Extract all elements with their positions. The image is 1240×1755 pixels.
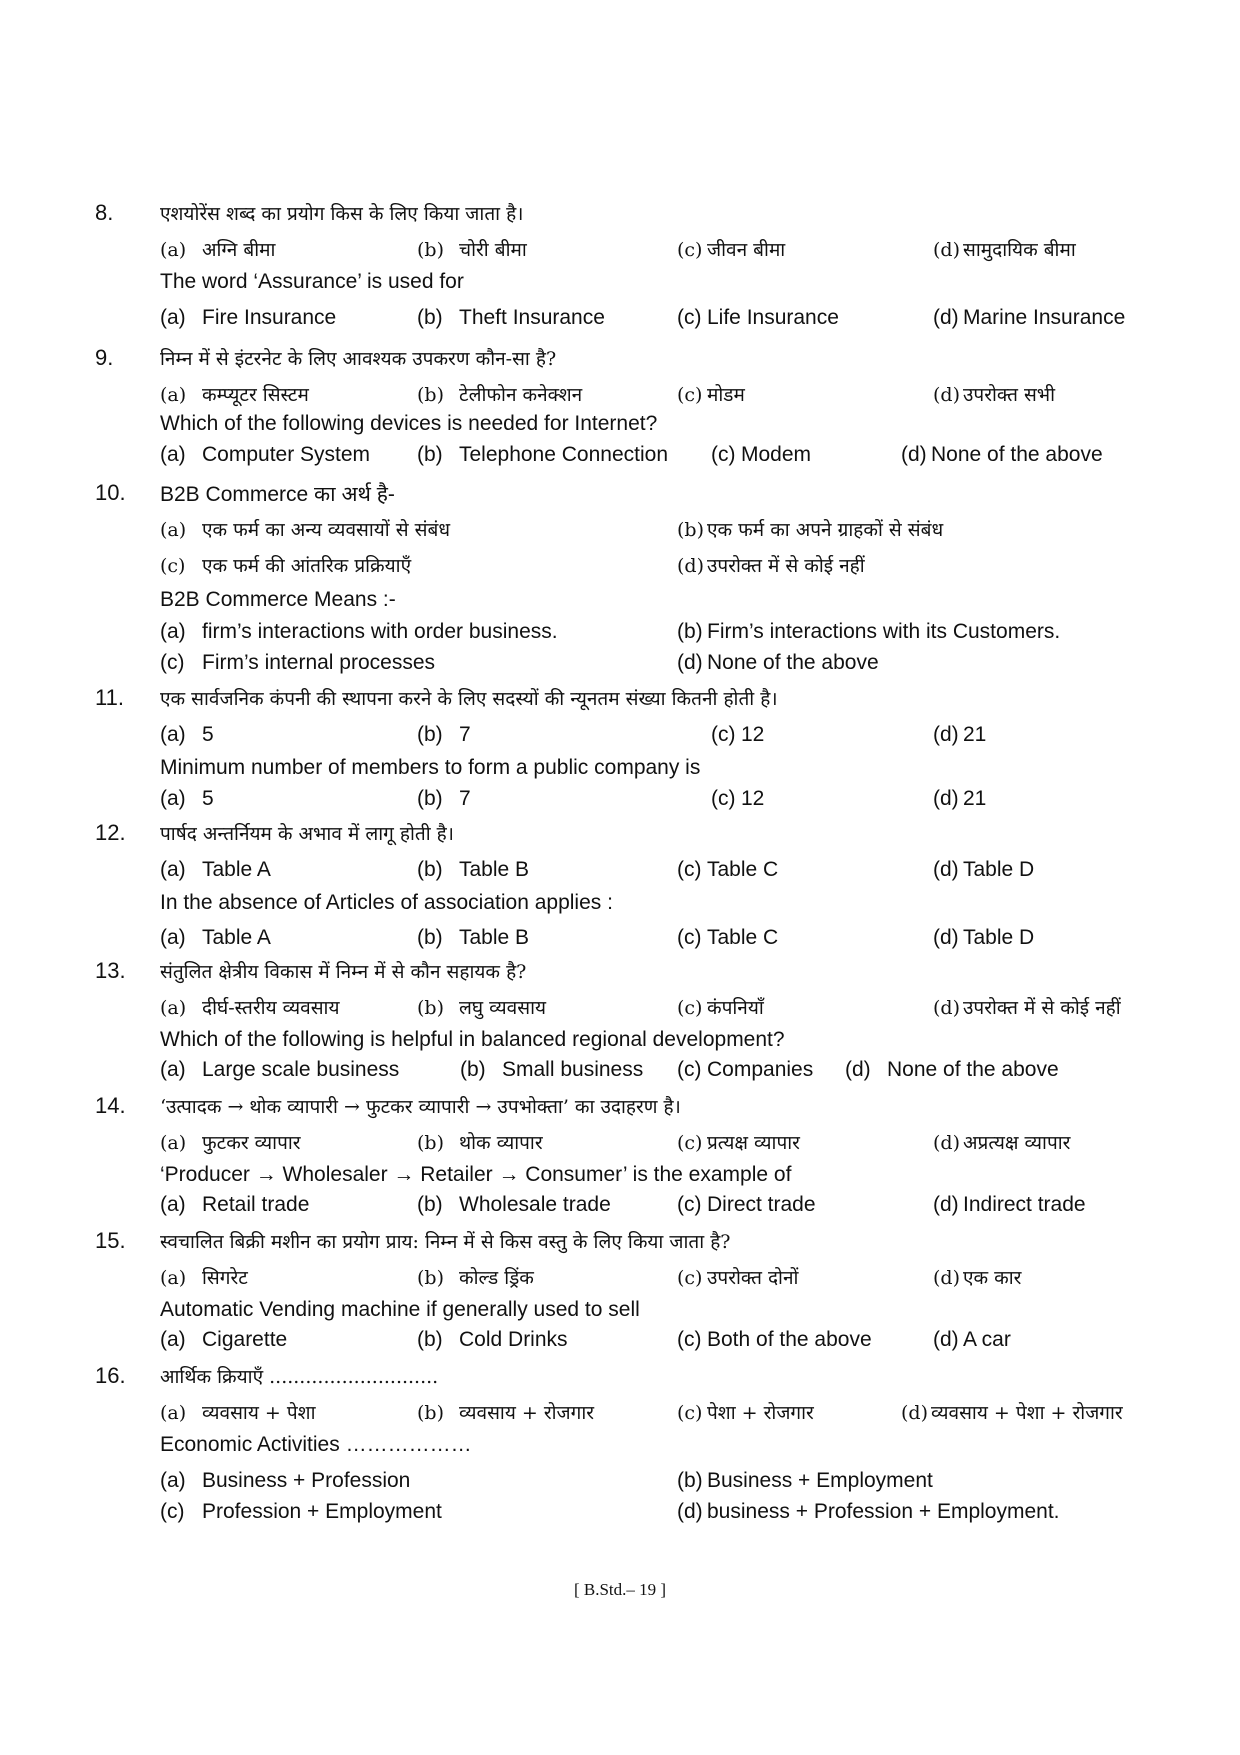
option-b-hindi: (b) एक फर्म का अपने ग्राहकों से संबंध	[677, 519, 944, 541]
option-c-hindi: (c) Table C	[677, 858, 779, 881]
option-d-english: (d) None of the above	[901, 443, 1103, 466]
option-a-hindi: (a) दीर्घ-स्तरीय व्यवसाय	[160, 997, 340, 1019]
question-number: 15.	[95, 1228, 126, 1253]
option-b-hindi: (b) टेलीफोन कनेक्शन	[417, 384, 583, 406]
option-d-hindi: (d) Table D	[933, 858, 1035, 881]
option-b-english: (b) Firm’s interactions with its Customers.	[677, 620, 1061, 643]
option-b-english: (b) 7	[417, 787, 471, 810]
option-b-hindi: (b) चोरी बीमा	[417, 239, 527, 261]
option-d-hindi: (d) व्यवसाय + पेशा + रोजगार	[901, 1402, 1123, 1424]
option-b-english: (b) Theft Insurance	[417, 306, 605, 329]
question-text-hindi: एशयोरेंस शब्द का प्रयोग किस के लिए किया जाता है।	[160, 203, 524, 225]
page-footer: [ B.Std.– 19 ]	[573, 1580, 667, 1599]
option-b-english: (b) Cold Drinks	[417, 1328, 568, 1351]
question-number: 9.	[95, 345, 114, 370]
question-text-hindi: पार्षद अन्तर्नियम के अभाव में लागू होती है।	[160, 823, 454, 845]
option-b-hindi: (b) 7	[417, 723, 471, 746]
question-text-hindi: ‘उत्पादक → थोक व्यापारी → फुटकर व्यापारी → उपभोक्ता’ का उदाहरण है।	[160, 1096, 681, 1118]
option-c-english: (c) Profession + Employment	[160, 1500, 442, 1523]
option-c-hindi: (c) कंपनियाँ	[677, 997, 764, 1019]
option-a-english: (a) Retail trade	[160, 1193, 310, 1216]
option-b-hindi: (b) लघु व्यवसाय	[417, 997, 547, 1019]
question-text-english: Automatic Vending machine if generally used to sell	[160, 1298, 640, 1321]
question-number: 8.	[95, 200, 114, 225]
option-a-english: (a) Table A	[160, 926, 271, 949]
option-b-english: (b) Telephone Connection	[417, 443, 668, 466]
question-number: 11.	[95, 685, 124, 710]
option-d-hindi: (d) अप्रत्यक्ष व्यापार	[933, 1132, 1071, 1154]
option-b-english: (b) Wholesale trade	[417, 1193, 611, 1216]
question-text-hindi: स्वचालित बिक्री मशीन का प्रयोग प्राय: निम्न में से किस वस्तु के लिए किया जाता है?	[160, 1231, 731, 1253]
question-text-english: In the absence of Articles of association applies :	[160, 891, 613, 914]
option-c-english: (c) Companies	[677, 1058, 814, 1081]
option-a-hindi: (a) अग्नि बीमा	[160, 239, 276, 261]
question-number: 16.	[95, 1363, 126, 1388]
option-d-hindi: (d) सामुदायिक बीमा	[933, 239, 1076, 261]
option-a-hindi: (a) फुटकर व्यापार	[160, 1132, 301, 1154]
option-c-hindi: (c) एक फर्म की आंतरिक प्रक्रियाएँ	[160, 555, 412, 577]
question-text-hindi: संतुलित क्षेत्रीय विकास में निम्न में से कौन सहायक है?	[160, 961, 527, 983]
question-text-english: Economic Activities ………………	[160, 1433, 472, 1456]
option-b-english: (b) Business + Employment	[677, 1469, 933, 1492]
option-a-english: (a) firm’s interactions with order business.	[160, 620, 558, 643]
question-text-english: ‘Producer → Wholesaler → Retailer → Consumer’ is the example of	[160, 1163, 792, 1186]
option-c-english: (c) Both of the above	[677, 1328, 872, 1351]
option-c-hindi: (c) 12	[711, 723, 765, 746]
option-c-english: (c) Life Insurance	[677, 306, 839, 329]
option-b-hindi: (b) व्यवसाय + रोजगार	[417, 1402, 595, 1424]
question-text-hindi: निम्न में से इंटरनेट के लिए आवश्यक उपकरण कौन-सा है?	[160, 348, 557, 370]
option-a-hindi: (a) एक फर्म का अन्य व्यवसायों से संबंध	[160, 519, 451, 541]
question-text-hindi: एक सार्वजनिक कंपनी की स्थापना करने के लिए सदस्यों की न्यूनतम संख्या कितनी होती है।	[160, 688, 778, 710]
option-a-english: (a) Cigarette	[160, 1328, 288, 1351]
option-d-hindi: (d) उपरोक्त सभी	[933, 384, 1056, 406]
option-c-english: (c) 12	[711, 787, 765, 810]
option-d-english: (d) Indirect trade	[933, 1193, 1086, 1216]
option-c-hindi: (c) उपरोक्त दोनों	[677, 1267, 799, 1289]
option-d-english: (d) Table D	[933, 926, 1035, 949]
option-d-hindi: (d) 21	[933, 723, 987, 746]
question-text-english: B2B Commerce Means :-	[160, 588, 396, 611]
option-b-english: (b) Small business	[460, 1058, 644, 1081]
option-c-hindi: (c) पेशा + रोजगार	[677, 1402, 814, 1424]
option-a-english: (a) Computer System	[160, 443, 371, 466]
question-text-english: The word ‘Assurance’ is used for	[160, 270, 464, 293]
option-a-hindi: (a) 5	[160, 723, 214, 746]
option-a-hindi: (a) सिगरेट	[160, 1267, 248, 1289]
option-a-hindi: (a) व्यवसाय + पेशा	[160, 1402, 316, 1424]
option-a-english: (a) 5	[160, 787, 214, 810]
option-d-hindi: (d) उपरोक्त में से कोई नहीं	[933, 997, 1121, 1019]
option-d-english: (d) None of the above	[845, 1058, 1059, 1081]
option-d-english: (d) None of the above	[677, 651, 879, 674]
option-c-english: (c) Firm’s internal processes	[160, 651, 436, 674]
option-a-english: (a) Large scale business	[160, 1058, 400, 1081]
question-text-hindi: आर्थिक क्रियाएँ ............................	[160, 1366, 439, 1388]
question-text-english: Which of the following is helpful in balanced regional development?	[160, 1028, 785, 1051]
option-c-english: (c) Modem	[711, 443, 812, 466]
option-c-hindi: (c) प्रत्यक्ष व्यापार	[677, 1132, 800, 1154]
question-text-hindi: B2B Commerce का अर्थ है-	[160, 483, 395, 506]
option-c-hindi: (c) मोडम	[677, 384, 745, 406]
option-c-english: (c) Direct trade	[677, 1193, 816, 1216]
option-d-english: (d) A car	[933, 1328, 1011, 1351]
option-a-hindi: (a) कम्प्यूटर सिस्टम	[160, 384, 309, 406]
option-b-hindi: (b) थोक व्यापार	[417, 1132, 543, 1154]
option-b-hindi: (b) Table B	[417, 858, 530, 881]
option-b-hindi: (b) कोल्ड ड्रिंक	[417, 1267, 534, 1289]
option-a-english: (a) Fire Insurance	[160, 306, 337, 329]
option-c-english: (c) Table C	[677, 926, 779, 949]
question-number: 13.	[95, 958, 126, 983]
option-d-english: (d) Marine Insurance	[933, 306, 1126, 329]
question-text-english: Which of the following devices is needed for Internet?	[160, 412, 658, 435]
option-a-english: (a) Business + Profession	[160, 1469, 411, 1492]
option-d-hindi: (d) एक कार	[933, 1267, 1022, 1289]
option-d-english: (d) 21	[933, 787, 987, 810]
question-text-english: Minimum number of members to form a public company is	[160, 756, 701, 779]
option-a-hindi: (a) Table A	[160, 858, 271, 881]
option-d-hindi: (d) उपरोक्त में से कोई नहीं	[677, 555, 865, 577]
question-number: 14.	[95, 1093, 126, 1118]
option-d-english: (d) business + Profession + Employment.	[677, 1500, 1060, 1523]
option-b-english: (b) Table B	[417, 926, 530, 949]
option-c-hindi: (c) जीवन बीमा	[677, 239, 786, 261]
question-number: 10.	[95, 480, 126, 505]
question-number: 12.	[95, 820, 126, 845]
